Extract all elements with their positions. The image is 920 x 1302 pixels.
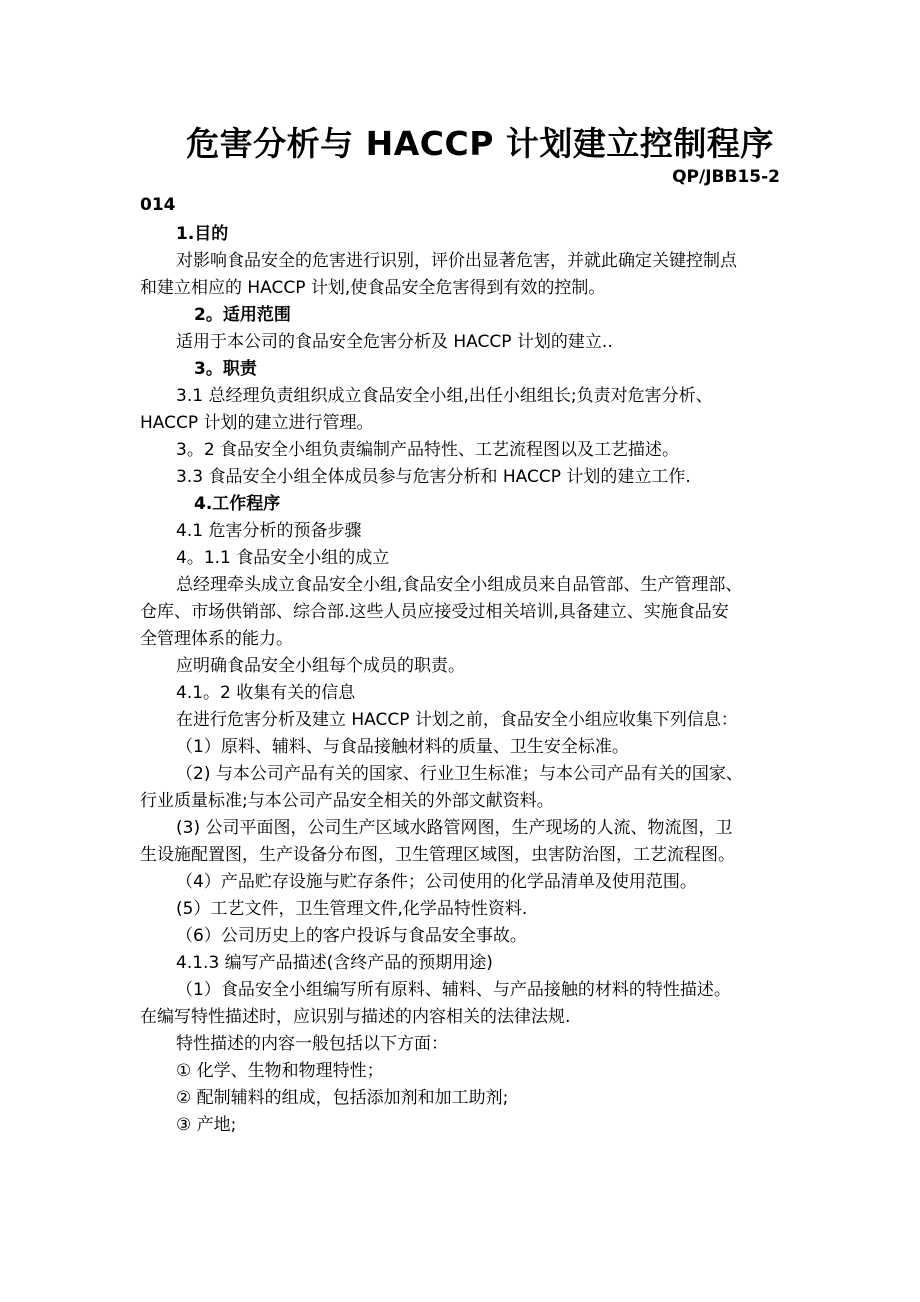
paragraph-line: 特性描述的内容一般包括以下方面： bbox=[176, 1034, 448, 1054]
section-heading: 2。适用范围 bbox=[194, 305, 291, 325]
paragraph-line: 适用于本公司的食品安全危害分析及 HACCP 计划的建立.. bbox=[176, 332, 613, 352]
paragraph-line: 4.1.3 编写产品描述(含终产品的预期用途) bbox=[176, 953, 493, 973]
paragraph-line: 在编写特性描述时，应识别与描述的内容相关的法律法规. bbox=[140, 1007, 571, 1027]
paragraph-line: 3.3 食品安全小组全体成员参与危害分析和 HACCP 计划的建立工作. bbox=[176, 467, 691, 487]
paragraph-line: 4.1。2 收集有关的信息 bbox=[176, 683, 356, 703]
paragraph-line: 生设施配置图，生产设备分布图，卫生管理区域图，虫害防治图，工艺流程图。 bbox=[140, 845, 735, 865]
section-heading: 1.目的 bbox=[176, 224, 229, 244]
document-title: 危害分析与 HACCP 计划建立控制程序 bbox=[186, 124, 774, 163]
section-heading: 4.工作程序 bbox=[194, 494, 281, 514]
paragraph-line: 4.1 危害分析的预备步骤 bbox=[176, 521, 362, 541]
paragraph-line: 总经理牵头成立食品安全小组,食品安全小组成员来自品管部、生产管理部、 bbox=[176, 575, 743, 595]
paragraph-line: （1）食品安全小组编写所有原料、辅料、与产品接触的材料的特性描述。 bbox=[176, 980, 731, 1000]
document-number-continued: 014 bbox=[140, 195, 176, 215]
paragraph-line: (5）工艺文件，卫生管理文件,化学品特性资料. bbox=[176, 899, 528, 919]
paragraph-line: (3) 公司平面图，公司生产区域水路管网图，生产现场的人流、物流图，卫 bbox=[176, 818, 733, 838]
paragraph-line: 3.1 总经理负责组织成立食品安全小组,出任小组组长;负责对危害分析、 bbox=[176, 386, 713, 406]
paragraph-line: 仓库、市场供销部、综合部.这些人员应接受过相关培训,具备建立、实施食品安 bbox=[140, 602, 729, 622]
paragraph-line: （2) 与本公司产品有关的国家、行业卫生标准；与本公司产品有关的国家、 bbox=[176, 764, 743, 784]
paragraph-line: （6）公司历史上的客户投诉与食品安全事故。 bbox=[176, 926, 527, 946]
paragraph-line: 行业质量标准;与本公司产品安全相关的外部文献资料。 bbox=[140, 791, 554, 811]
paragraph-line: 应明确食品安全小组每个成员的职责。 bbox=[176, 656, 465, 676]
paragraph-line: 3。2 食品安全小组负责编制产品特性、工艺流程图以及工艺描述。 bbox=[176, 440, 680, 460]
paragraph-line: 在进行危害分析及建立 HACCP 计划之前，食品安全小组应收集下列信息： bbox=[176, 710, 738, 730]
paragraph-line: ③ 产地; bbox=[176, 1115, 237, 1135]
paragraph-line: 和建立相应的 HACCP 计划,使食品安全危害得到有效的控制。 bbox=[140, 278, 606, 298]
paragraph-line: （1）原料、辅料、与食品接触材料的质量、卫生安全标准。 bbox=[176, 737, 629, 757]
paragraph-line: 全管理体系的能力。 bbox=[140, 629, 293, 649]
paragraph-line: HACCP 计划的建立进行管理。 bbox=[140, 413, 374, 433]
paragraph-line: ② 配制辅料的组成，包括添加剂和加工助剂; bbox=[176, 1088, 509, 1108]
paragraph-line: ① 化学、生物和物理特性； bbox=[176, 1061, 384, 1081]
document-number: QP/JBB15-2 bbox=[672, 167, 780, 187]
paragraph-line: 对影响食品安全的危害进行识别，评价出显著危害，并就此确定关键控制点 bbox=[176, 251, 737, 271]
paragraph-line: 4。1.1 食品安全小组的成立 bbox=[176, 548, 390, 568]
section-heading: 3。职责 bbox=[194, 359, 257, 379]
paragraph-line: （4）产品贮存设施与贮存条件；公司使用的化学品清单及使用范围。 bbox=[176, 872, 697, 892]
